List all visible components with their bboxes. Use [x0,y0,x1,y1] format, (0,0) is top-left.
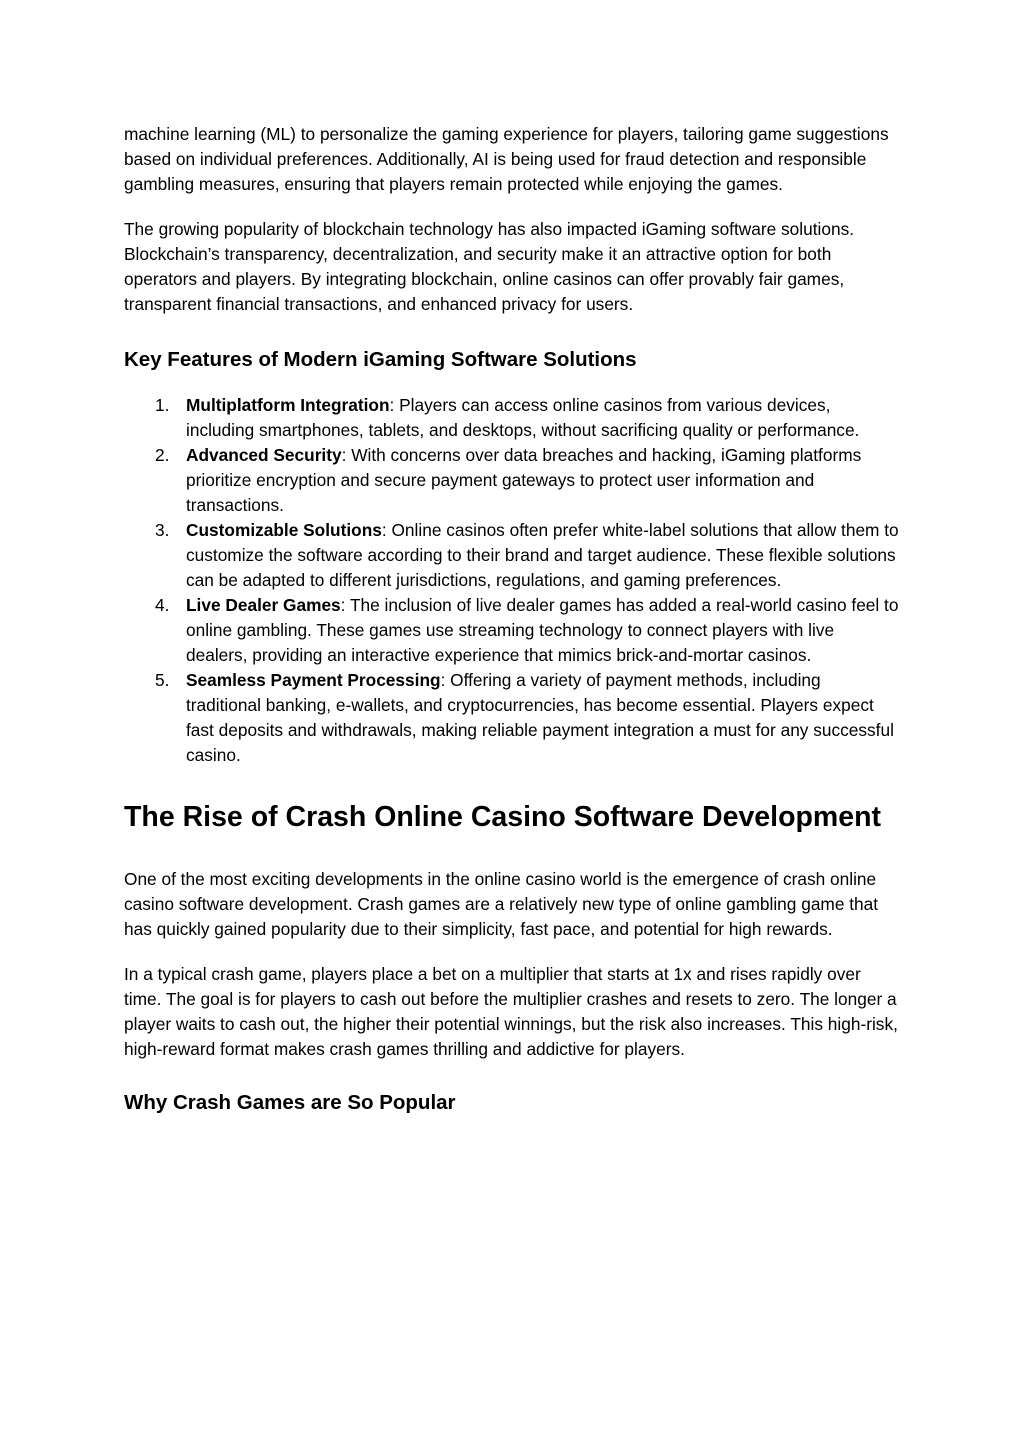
feature-text: : Online casinos often prefer white-label solutions that allow them to customize the software according to their brand and target audience. These flexible solutions can be adapted to different jurisdictions, regulations, and gaming preferences. [186,520,899,590]
list-item [124,668,900,768]
feature-title: Customizable Solutions [186,520,382,540]
feature-text: : Players can access online casinos from various devices, including smartphones, tablets, and desktops, without sacrificing quality or performance. [186,395,860,440]
list-number: 4. [155,595,170,615]
list-item [124,593,900,668]
heading-key-features: Key Features of Modern iGaming Software Solutions [124,348,637,371]
paragraph-blockchain: The growing popularity of blockchain technology has also impacted iGaming software solutions. Blockchain’s transparency, decentralization, and security make it an attractive option for both operators and players. By integrating blockchain, online casinos can offer provably fair games, transparent financial transactions, and enhanced privacy for users. [124,219,855,314]
list-number: 2. [155,445,170,465]
paragraph-crash-intro: One of the most exciting developments in the online casino world is the emergence of crash online casino software development. Crash games are a relatively new type of online gambling game that has quickly gained popularity due to their simplicity, fast pace, and potential for high rewards. [124,869,879,939]
list-item [124,443,900,518]
feature-title: Advanced Security [186,445,342,465]
feature-title: Live Dealer Games [186,595,341,615]
list-number: 1. [155,395,170,415]
list-item [124,393,900,443]
paragraph-crash-mechanics: In a typical crash game, players place a bet on a multiplier that starts at 1x and rises rapidly over time. The goal is for players to cash out before the multiplier crashes and resets to zero. The longer a player waits to cash out, the higher their potential winnings, but the risk also increases. This high-risk, high-reward format makes crash games thrilling and addictive for players. [124,964,898,1059]
paragraph-ml-personalization: machine learning (ML) to personalize the gaming experience for players, tailoring game suggestions based on individual preferences. Additionally, AI is being used for fraud detection and responsible gambling measures, ensuring that players remain protected while enjoying the games. [124,124,889,194]
list-number: 5. [155,670,170,690]
list-number: 3. [155,520,170,540]
feature-text: : The inclusion of live dealer games has added a real-world casino feel to online gambling. These games use streaming technology to connect players with live dealers, providing an interactive experience that mimics brick-and-mortar casinos. [186,595,899,665]
features-list [124,393,900,768]
heading-crash-rise: The Rise of Crash Online Casino Software Development [124,801,881,833]
feature-text: : With concerns over data breaches and hacking, iGaming platforms prioritize encryption and secure payment gateways to protect user information and transactions. [186,445,862,515]
feature-title: Seamless Payment Processing [186,670,441,690]
feature-title: Multiplatform Integration [186,395,390,415]
list-item [124,518,900,593]
heading-why-popular: Why Crash Games are So Popular [124,1091,456,1114]
feature-text: : Offering a variety of payment methods, including traditional banking, e-wallets, and cryptocurrencies, has become essential. Players expect fast deposits and withdrawals, making reliable payment integration a must for any successful casino. [186,670,894,765]
document-page [124,122,900,1116]
